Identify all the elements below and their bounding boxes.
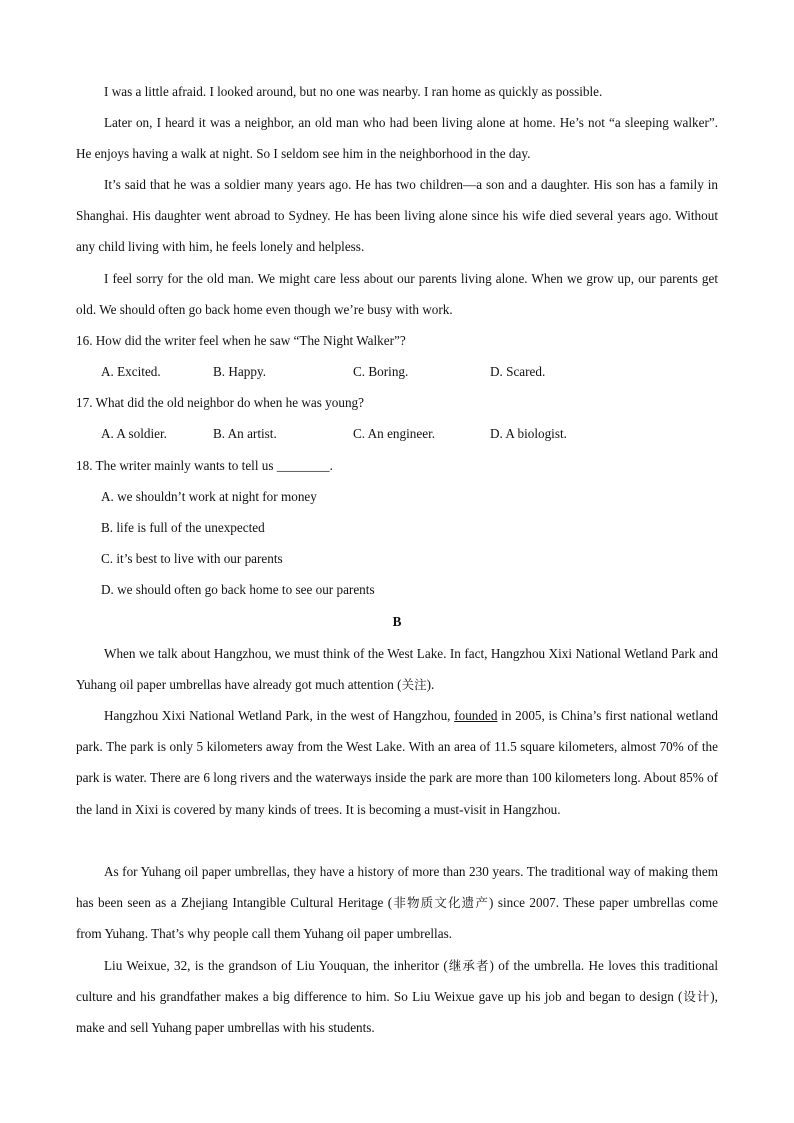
passage-b-p1-text-b: ). xyxy=(426,677,435,693)
question-16-option-c: C. Boring. xyxy=(353,364,409,379)
passage-b-p1-text-a: When we talk about Hangzhou, we must think of the West Lake. In fact, Hangzhou Xixi National Wetland Park and Yuhang oil paper umbrellas have already got much attention ( xyxy=(76,646,718,693)
passage-b-paragraph-4 xyxy=(76,950,718,1044)
passage-b-paragraph-3 xyxy=(76,856,718,950)
question-18-option-d: D. we should often go back home to see our parents xyxy=(101,582,375,597)
question-18-stem: 18. The writer mainly wants to tell us ________. xyxy=(76,458,333,473)
passage-b-p4-chinese-gloss-1: 继承者 xyxy=(447,958,490,973)
question-16-option-b: B. Happy. xyxy=(213,364,266,379)
question-17-option-d: D. A biologist. xyxy=(490,426,567,441)
passage-b-heading: B xyxy=(392,614,402,629)
question-16-option-a: A. Excited. xyxy=(101,364,161,379)
question-17-stem: 17. What did the old neighbor do when he was young? xyxy=(76,395,364,410)
passage-b-p4-chinese-gloss-2: 设计 xyxy=(682,989,711,1005)
passage-b-p3-chinese-gloss: 非物质文化遗产 xyxy=(392,895,489,911)
question-17-options xyxy=(101,424,701,444)
passage-b-p4-text-a: Liu Weixue, 32, is the grandson of Liu Youquan, the inheritor ( xyxy=(104,958,448,973)
passage-b-p4-text-b: ) of the umbrella. He loves this traditional culture and his grandfather makes a big difference to him. So Liu Weixue gave up his job and began to design ( xyxy=(76,958,718,1005)
passage-b-paragraph-2 xyxy=(76,700,718,825)
passage-b-p4-text-c: ), make and sell Yuhang paper umbrellas with his students. xyxy=(76,989,718,1036)
question-18-option-a: A. we shouldn’t work at night for money xyxy=(101,489,317,504)
question-18-option-c: C. it’s best to live with our parents xyxy=(101,551,283,566)
passage-b-p2-underlined-word: founded xyxy=(454,708,498,723)
question-18-option-b: B. life is full of the unexpected xyxy=(101,520,265,535)
question-16-stem: 16. How did the writer feel when he saw “The Night Walker”? xyxy=(76,333,406,348)
question-17-option-c: C. An engineer. xyxy=(353,426,436,441)
passage-b-p2-text-a: Hangzhou Xixi National Wetland Park, in the west of Hangzhou, xyxy=(104,708,455,723)
question-17-option-b: B. An artist. xyxy=(213,426,277,441)
question-16-options xyxy=(101,362,701,382)
passage-b-p2-text-b: in 2005, is China’s first national wetland park. The park is only 5 kilometers away from the West Lake. With an area of 11.5 square kilometers, almost 70% of the park is water. There are 6 long rivers and the waterways inside the park are more than 100 kilometers long. About 85% of the land in Xixi is covered by many kinds of trees. It is becoming a must-visit in Hangzhou. xyxy=(76,708,719,817)
passage-b-p1-chinese-gloss: 关注 xyxy=(401,677,427,693)
passage-b-p3-text-a: As for Yuhang oil paper umbrellas, they have a history of more than 230 years. The traditional way of making them has been seen as a Zhejiang Intangible Cultural Heritage ( xyxy=(76,864,718,911)
passage-b-p3-text-b: ) since 2007. These paper umbrellas come from Yuhang. That’s why people call them Yuhang oil paper umbrellas. xyxy=(76,895,718,942)
passage-a-paragraph-2: Later on, I heard it was a neighbor, an old man who had been living alone at home. He’s not “a sleeping walker”. He enjoys having a walk at night. So I seldom see him in the neighborhood in the day. xyxy=(76,115,718,162)
passage-b-paragraph-1 xyxy=(76,638,718,700)
question-17-option-a: A. A soldier. xyxy=(101,426,167,441)
passage-a-paragraph-1: I was a little afraid. I looked around, but no one was nearby. I ran home as quickly as possible. xyxy=(104,84,603,99)
passage-a-paragraph-3: It’s said that he was a soldier many years ago. He has two children—a son and a daughter. His son has a family in Shanghai. His daughter went abroad to Sydney. He has been living alone since his wife died several years ago. Without any child living with him, he feels lonely and helpless. xyxy=(76,177,718,255)
question-16-option-d: D. Scared. xyxy=(490,364,546,379)
passage-a-paragraph-4: I feel sorry for the old man. We might care less about our parents living alone. When we grow up, our parents get old. We should often go back home even though we’re busy with work. xyxy=(76,271,718,318)
